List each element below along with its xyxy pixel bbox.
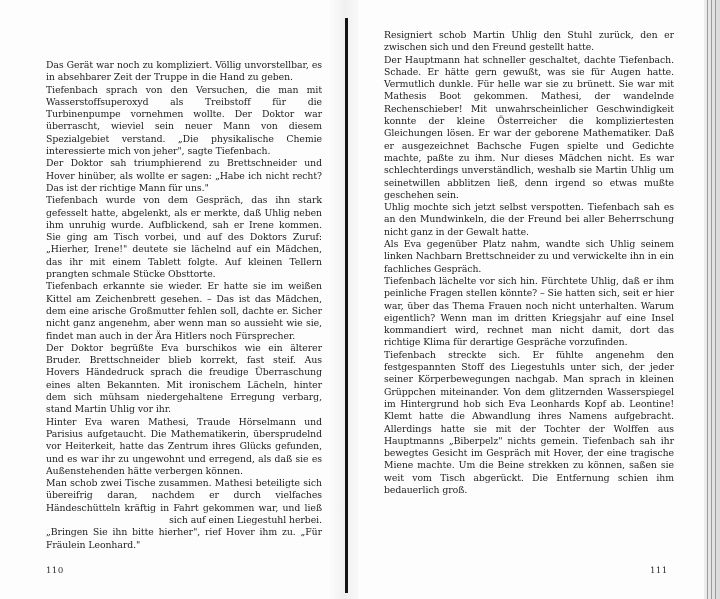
page-edge (704, 0, 720, 599)
paragraph: Tiefenbach sprach von den Versuchen, die man mit Wasserstoffsuperoxyd als Treibstoff für die Turbinenpumpe vornehmen wollte. Der Doktor war überrascht, wieviel sein neuer Mann von diesem Spezialgebiet verstand. „Die physikalische Chemie interessierte mich von jeher", sagte Tiefenbach. (46, 84, 322, 158)
paragraph: Man schob zwei Tische zusammen. Mathesi beteiligte sich übereifrig daran, nachdem er durch vielfaches Händeschütteln kräftig in Fahrt gekommen war, und ließ sich auf einen Liegestuhl herbei. (46, 478, 322, 526)
page-edge-line (711, 0, 712, 599)
page-number: 110 (46, 566, 64, 576)
gutter-shadow (328, 0, 358, 599)
paragraph: Resigniert schob Martin Uhlig den Stuhl zurück, den er zwischen sich und den Freund gestellt hatte. (384, 30, 674, 54)
paragraph: Hinter Eva waren Mathesi, Traude Hörselmann und Parisius aufgetaucht. Die Mathematikerin, übersprudelnd vor Heiterkeit, hatte das Zentrum ihres Glücks gefunden, und es war ihr zu ungewohnt und erregend, als daß sie es Außenstehenden hätte verbergen können. (46, 416, 322, 477)
paragraph: Als Eva gegenüber Platz nahm, wandte sich Uhlig seinem linken Nachbarn Brettschneider zu und verwickelte ihn in ein fachliches Gespräch. (384, 239, 674, 275)
paragraph: Tiefenbach lächelte vor sich hin. Fürchtete Uhlig, daß er ihm peinliche Fragen stellen könnte? – Sie hatten sich, seit er hier war, über das Thema Frauen noch nicht unterhalten. Warum eigentlich? Wenn man im dritten Kriegsjahr auf eine Insel kommandiert wird, rechnet man nicht damit, dort das richtige Klima für derartige Gespräche vorzufinden. (384, 275, 674, 349)
paragraph: Tiefenbach erkannte sie wieder. Er hatte sie im weißen Kittel am Zeichenbrett gesehen. – Das ist das Mädchen, dem eine arische Großmutter fehlen soll, dachte er. Sicher nicht ganz angenehm, aber wenn man so aussieht wie sie, findet man auch in der Ära Hitlers noch Fürsprecher. (46, 281, 322, 342)
paragraph: Tiefenbach wurde von dem Gespräch, das ihn stark gefesselt hatte, abgelenkt, als er merkte, daß Uhlig neben ihm unruhig wurde. Aufblickend, sah er Irene kommen. Sie ging am Tisch vorbei, und auf des Doktors Zuruf: „Hierher, Irene!" deutete sie lächelnd auf ein Mädchen, das ihr mit einem Tablett folgte. Auf kleinen Tellern prangten schmale Stücke Obsttorte. (46, 195, 322, 281)
left-page (46, 60, 322, 552)
paragraph: Der Hauptmann hat schneller geschaltet, dachte Tiefenbach. Schade. Er hätte gern gewußt, was sie für Augen hatte. Vermutlich dunkle. Für helle war sie zu brünett. Sie war mit Mathesis Boot gekommen. Mathesi, der wandelnde Rechenschieber! Mit unwahrscheinlicher Geschwindigkeit konnte der kleine Österreicher die kompliziertesten Gleichungen lösen. Er war der geborene Mathematiker. Daß er ausgezeichnet Bachsche Fugen spielte und Gedichte machte, paßte zu ihm. Nur dieses Mädchen nicht. Es war schlechterdings unverständlich, weshalb sie Martin Uhlig um seinetwillen abblitzen ließ, denn irgend so etwas mußte geschehen sein. (384, 54, 674, 201)
book-spine (345, 18, 348, 593)
paragraph: „Bringen Sie ihn bitte hierher", rief Hover ihm zu. „Für Fräulein Leonhard." (46, 527, 322, 551)
page-number: 111 (650, 566, 668, 576)
paragraph: Tiefenbach streckte sich. Er fühlte angenehm den festgespannten Stoff des Liegestuhls unter sich, der jeder seiner Körperbewegungen nachgab. Man sprach in kleinen Grüppchen miteinander. Von dem glitzernden Wasserspiegel im Hintergrund hob sich Eva Leonhards Kopf ab. Leontine! Klemt hatte die Abwandlung ihres Namens aufgebracht. Allerdings hatte sie mit der Tochter der Wolffen aus Hauptmanns „Biberpelz" nichts gemein. Tiefenbach sah ihr bewegtes Gesicht im Gespräch mit Hover, der eine tragische Miene machte. Um die Beine strekken zu können, saßen sie weit vom Tisch abgerückt. Die Entfernung schien ihm bedauerlich groß. (384, 349, 674, 496)
paragraph: Uhlig mochte sich jetzt selbst verspotten. Tiefenbach sah es an den Mundwinkeln, die der Freund bei aller Beherrschung nicht ganz in der Gewalt hatte. (384, 202, 674, 238)
right-page (384, 30, 674, 497)
paragraph: Das Gerät war noch zu kompliziert. Völlig unvorstellbar, es in absehbarer Zeit der Truppe in die Hand zu geben. (46, 60, 322, 84)
page-edge-line (715, 0, 716, 599)
paragraph: Der Doktor sah triumphierend zu Brettschneider und Hover hinüber, als wollte er sagen: „Habe ich nicht recht? Das ist der richtige Mann für uns." (46, 158, 322, 194)
page-edge-line (707, 0, 708, 599)
paragraph: Der Doktor begrüßte Eva burschikos wie ein älterer Bruder. Brettschneider blieb korrekt, fast steif. Aus Hovers Händedruck sprach die freudige Überraschung eines alten Bekannten. Mit ironischem Lächeln, hinter dem sich mühsam niedergehaltene Erregung verbarg, stand Martin Uhlig vor ihr. (46, 342, 322, 416)
